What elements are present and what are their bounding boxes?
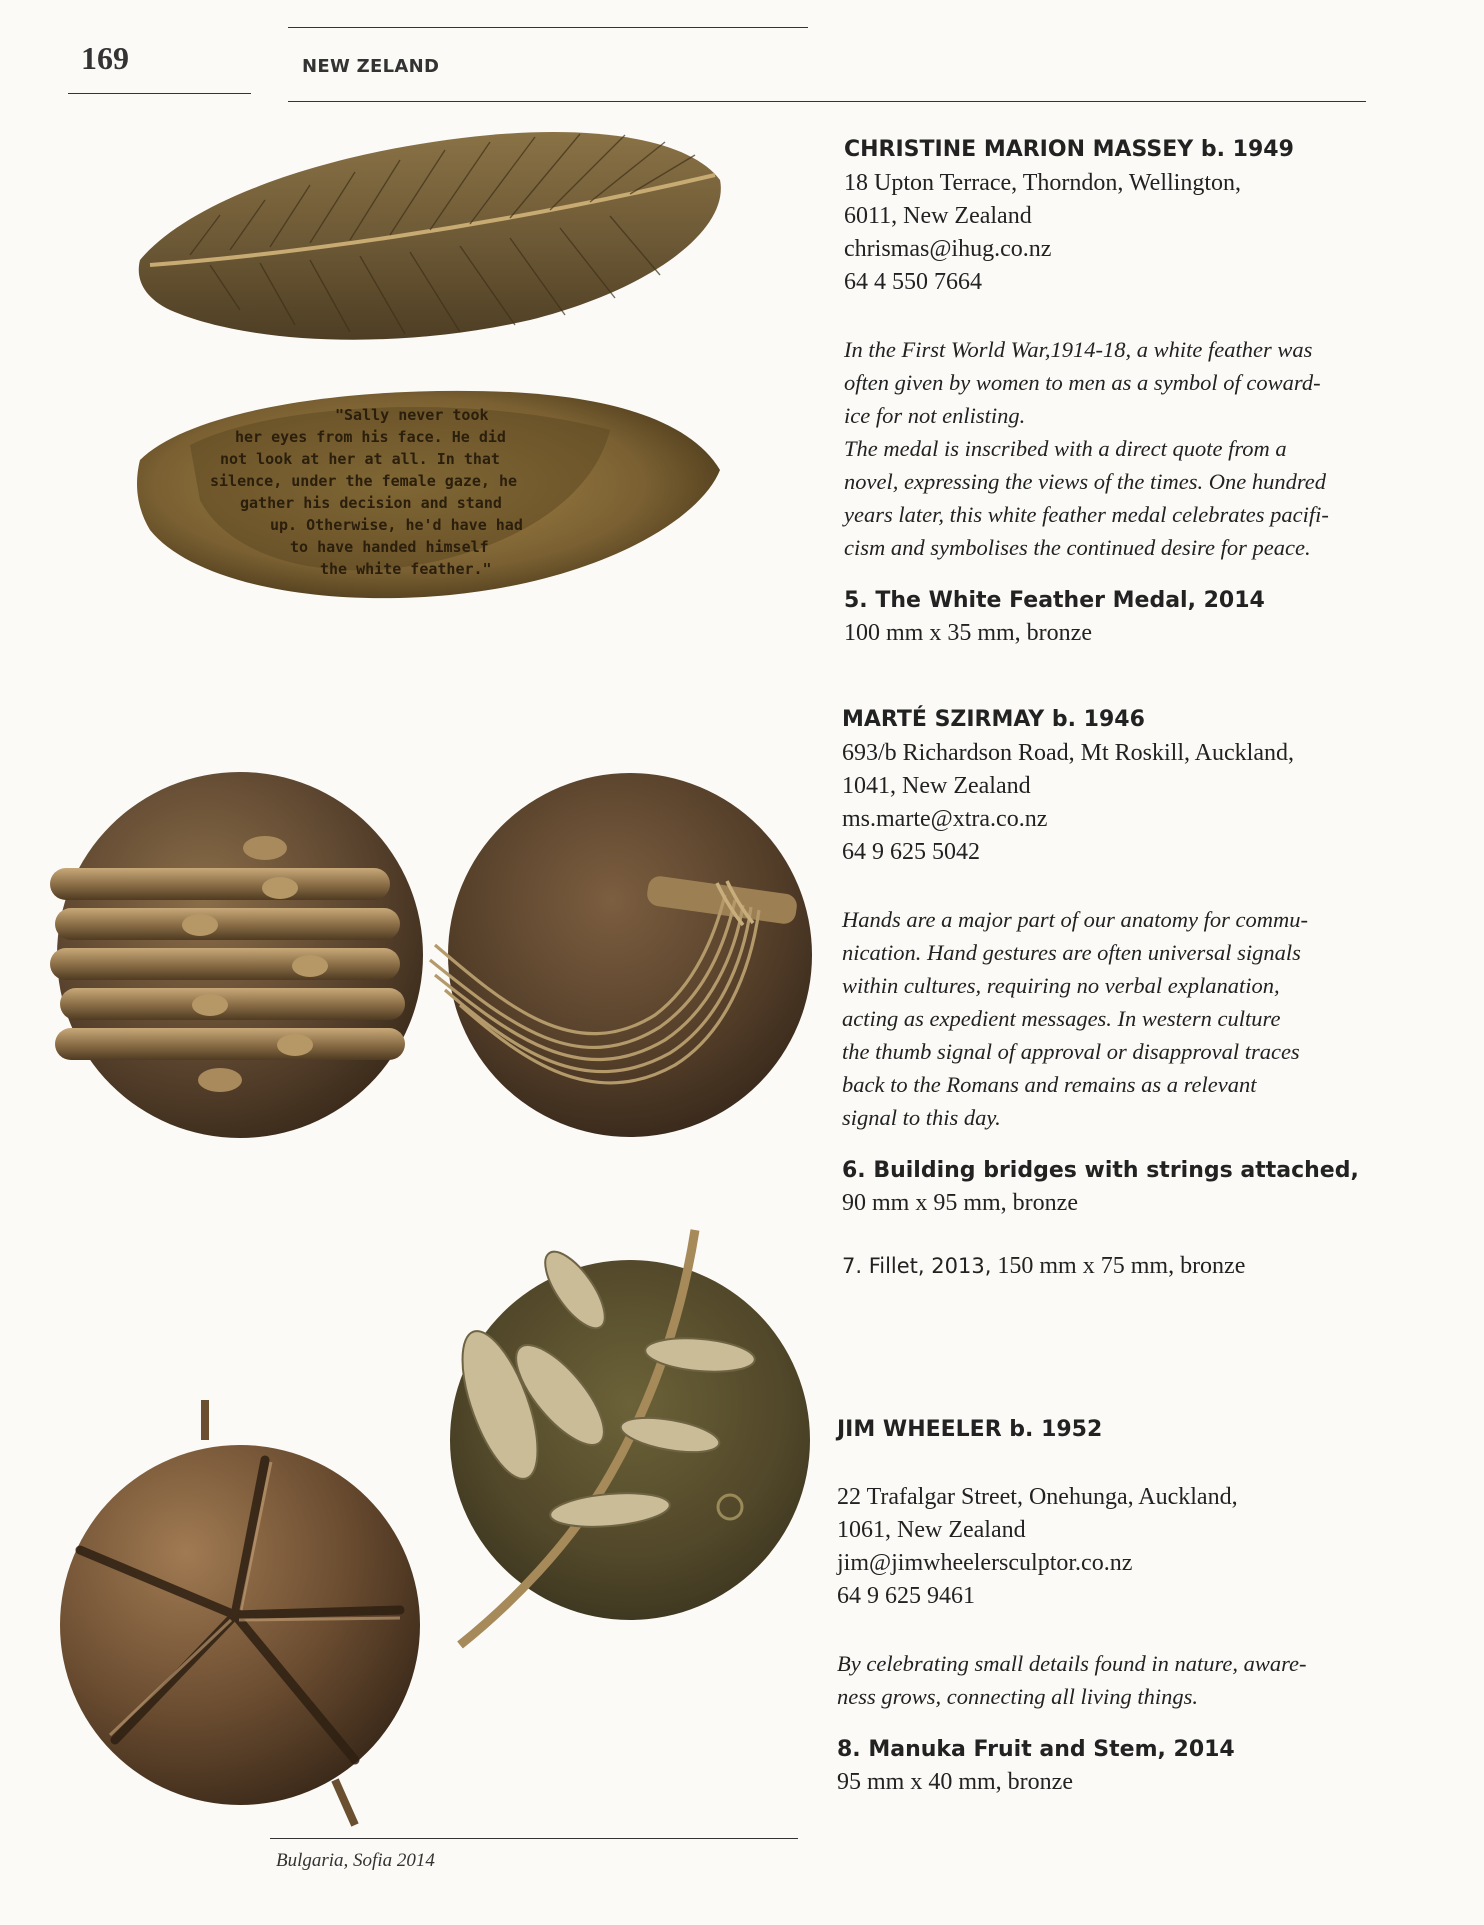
work-details: 100 mm x 35 mm, bronze	[844, 620, 1092, 646]
address-line: 22 Trafalgar Street, Onehunga, Auckland,	[837, 1484, 1238, 1510]
statement-line: signal to this day.	[842, 1105, 1001, 1130]
email-text: ms.marte@xtra.co.nz	[842, 806, 1048, 832]
phone-text: 64 9 625 9461	[837, 1583, 975, 1609]
statement-line: ness grows, connecting all living things.	[837, 1684, 1199, 1709]
artist-heading: JIM WHEELER b. 1952	[837, 1417, 1103, 1442]
statement-line: novel, expressing the views of the times. One hundred	[844, 469, 1326, 494]
strings-medal-image	[425, 765, 815, 1145]
statement-line: By celebrating small details found in nature, aware-	[837, 1651, 1307, 1676]
email-text: chrismas@ihug.co.nz	[844, 236, 1052, 262]
section-title: NEW ZELAND	[302, 56, 440, 77]
medal-inscription-line: to have handed himself	[290, 538, 489, 556]
statement-line: within cultures, requiring no verbal explanation,	[842, 973, 1280, 998]
email-text: jim@jimwheelersculptor.co.nz	[837, 1550, 1133, 1576]
statement-line: Hands are a major part of our anatomy for commu-	[842, 907, 1309, 932]
statement-line: cism and symbolises the continued desire for peace.	[844, 535, 1311, 560]
footer-text: Bulgaria, Sofia 2014	[276, 1850, 435, 1871]
work-title: 6. Building bridges with strings attached,	[842, 1158, 1359, 1183]
work-title: 8. Manuka Fruit and Stem, 2014	[837, 1737, 1235, 1762]
statement-line: ice for not enlisting.	[844, 403, 1026, 428]
address-line: 18 Upton Terrace, Thorndon, Wellington,	[844, 170, 1241, 196]
artist-entry-szirmay	[842, 705, 1484, 1283]
work-inline	[842, 1250, 1484, 1283]
feather-medal-back-image	[130, 370, 730, 610]
medal-inscription-line: her eyes from his face. He did	[235, 428, 506, 446]
phone-text: 64 9 625 5042	[842, 839, 980, 865]
statement-line: the thumb signal of approval or disapproval traces	[842, 1039, 1300, 1064]
phone-text: 64 4 550 7664	[844, 269, 982, 295]
work-title: 7. Fillet, 2013,	[842, 1254, 992, 1278]
address-line: 1041, New Zealand	[842, 773, 1031, 799]
statement-line: back to the Romans and remains as a relevant	[842, 1072, 1257, 1097]
medal-inscription-line: "Sally never took	[335, 406, 489, 424]
medal-inscription-line: gather his decision and stand	[240, 494, 502, 512]
statement-line: often given by women to men as a symbol of coward-	[844, 370, 1321, 395]
medal-inscription-line: up. Otherwise, he'd have had	[270, 516, 523, 534]
hands-medal-image	[40, 760, 430, 1150]
work-title: 5. The White Feather Medal, 2014	[844, 588, 1265, 613]
artist-entry-massey	[844, 135, 1484, 650]
artist-entry-wheeler	[837, 1415, 1484, 1799]
artist-heading: MARTÉ SZIRMAY b. 1946	[842, 707, 1145, 732]
header-top-rule	[288, 27, 808, 28]
header-rule	[288, 101, 1366, 102]
statement-line: years later, this white feather medal celebrates pacifi-	[844, 502, 1329, 527]
feather-medal-front-image	[130, 120, 730, 360]
work-details: 95 mm x 40 mm, bronze	[837, 1769, 1073, 1795]
footer-rule	[270, 1838, 798, 1839]
manuka-fruit-medal-image	[55, 1400, 425, 1830]
medal-inscription-line: not look at her at all. In that	[220, 450, 500, 468]
medal-inscription-line: silence, under the female gaze, he	[210, 472, 518, 490]
statement-line: acting as expedient messages. In western culture	[842, 1006, 1281, 1031]
statement-line: In the First World War,1914-18, a white feather was	[844, 337, 1313, 362]
page-number-rule	[68, 93, 251, 94]
address-line: 693/b Richardson Road, Mt Roskill, Auckland,	[842, 740, 1294, 766]
page-number: 169	[81, 40, 129, 76]
statement-line: The medal is inscribed with a direct quote from a	[844, 436, 1287, 461]
address-line: 1061, New Zealand	[837, 1517, 1026, 1543]
address-line: 6011, New Zealand	[844, 203, 1032, 229]
statement-line: nication. Hand gestures are often universal signals	[842, 940, 1301, 965]
medal-inscription-line: the white feather."	[320, 560, 492, 578]
work-details: 90 mm x 95 mm, bronze	[842, 1190, 1078, 1216]
manuka-stem-medal-image	[430, 1225, 820, 1665]
artist-heading: CHRISTINE MARION MASSEY b. 1949	[844, 137, 1294, 162]
work-details: 150 mm x 75 mm, bronze	[997, 1253, 1246, 1279]
